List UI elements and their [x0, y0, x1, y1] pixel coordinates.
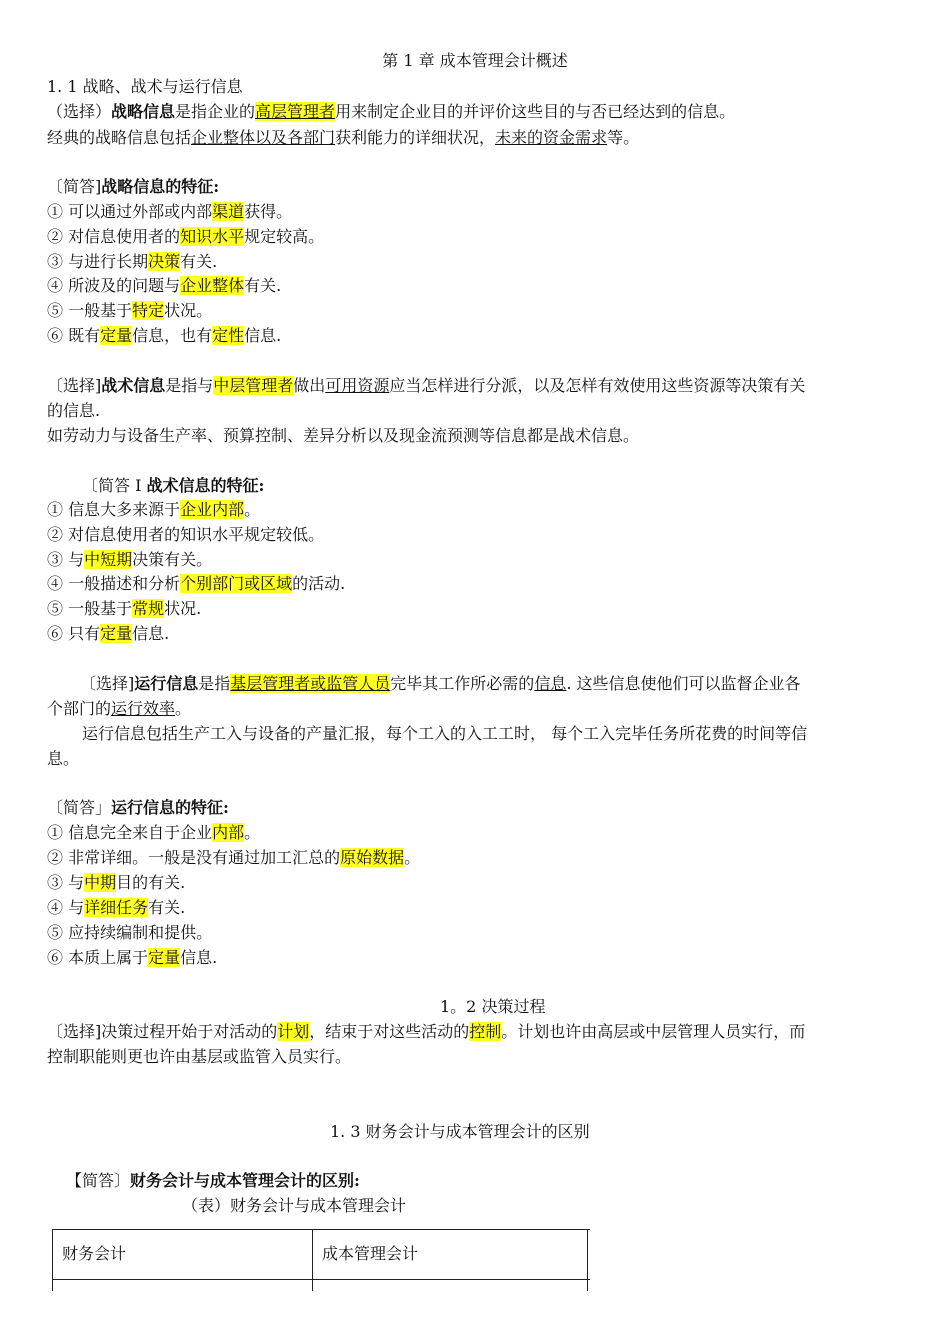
section-heading-1-3: 1. 3 财务会计与成本管理会计的区别: [330, 1122, 590, 1141]
list-item: ⑤ 一般基于常规状况.: [47, 599, 202, 618]
table-top-border: [52, 1229, 590, 1230]
table-left-border: [52, 1229, 53, 1291]
decision-process-text-cont: 控制职能则更也许由基层或监管入员实行。: [47, 1047, 352, 1066]
section-heading-1-1: 1. 1 战略、战术与运行信息: [47, 77, 243, 96]
list-item: ④ 与详细任务有关.: [47, 898, 186, 917]
tactical-info-example: 如劳动力与设备生产率、预算控制、差异分析以及现金流预测等信息都是战术信息。: [47, 426, 640, 445]
operational-info-definition-cont: 个部门的运行效率。: [47, 699, 192, 718]
list-item: ④ 一般描述和分析个别部门或区域的活动.: [47, 574, 346, 593]
operational-features-heading: 〔简答」运行信息的特征:: [47, 798, 229, 817]
strategic-info-definition: （选择）战略信息是指企业的高层管理者用来制定企业目的并评价这些目的与否已经达到的信息。: [47, 102, 736, 121]
section-heading-1-2: 1。2 决策过程: [440, 997, 546, 1016]
list-item: ① 信息完全来自于企业内部。: [47, 823, 261, 842]
list-item: ② 非常详细。一般是没有通过加工汇总的原始数据。: [47, 848, 421, 867]
list-item: ⑥ 本质上属于定量信息.: [47, 948, 218, 967]
strategic-features-heading: 〔简答]战略信息的特征:: [47, 177, 220, 196]
operational-info-example: 运行信息包括生产工入与设备的产量汇报，每个工入的入工工时， 每个工入完毕任务所花费的时间等信: [82, 724, 808, 743]
list-item: ① 可以通过外部或内部渠道获得。: [47, 202, 293, 221]
tactical-info-definition-cont: 的信息.: [47, 401, 101, 420]
list-item: ③ 与进行长期决策有关.: [47, 252, 218, 271]
list-item: ④ 所波及的问题与企业整体有关.: [47, 276, 282, 295]
page-title: 第 1 章 成本管理会计概述: [382, 51, 568, 70]
tactical-features-heading: 〔简答 I 战术信息的特征:: [82, 476, 265, 495]
list-item: ⑤ 应持续编制和提供。: [47, 923, 213, 942]
list-item: ① 信息大多来源于企业内部。: [47, 500, 261, 519]
decision-process-text: 〔选择]决策过程开始于对活动的计划，结束于对这些活动的控制。计划也许由高层或中层管理人员实行，而: [47, 1022, 806, 1041]
table-header-financial: 财务会计: [62, 1244, 127, 1263]
comparison-table: [52, 1229, 590, 1291]
list-item: ⑤ 一般基于特定状况。: [47, 301, 213, 320]
table-caption: （表）财务会计与成本管理会计: [182, 1196, 407, 1215]
table-right-border: [587, 1229, 588, 1291]
operational-info-definition: 〔选择]运行信息是指基层管理者或监管人员完毕其工作所必需的信息. 这些信息使他们可以监督企业各: [80, 674, 801, 693]
list-item: ③ 与中短期决策有关。: [47, 550, 213, 569]
table-header-cost-management: 成本管理会计: [322, 1244, 419, 1263]
list-item: ② 对信息使用者的知识水平规定较高。: [47, 227, 325, 246]
list-item: ③ 与中期目的有关.: [47, 873, 186, 892]
difference-heading: 【简答〕财务会计与成本管理会计的区别:: [66, 1171, 360, 1190]
table-column-divider: [312, 1229, 313, 1291]
list-item: ⑥ 只有定量信息.: [47, 624, 170, 643]
strategic-info-example: 经典的战略信息包括企业整体以及各部门获利能力的详细状况，未来的资金需求等。: [47, 128, 640, 147]
tactical-info-definition: 〔选择]战术信息是指与中层管理者做出可用资源应当怎样进行分派，以及怎样有效使用这些资源等决策有关: [47, 376, 806, 395]
list-item: ② 对信息使用者的知识水平规定较低。: [47, 525, 325, 544]
list-item: ⑥ 既有定量信息，也有定性信息.: [47, 326, 282, 345]
table-row-border: [52, 1279, 590, 1280]
operational-info-example-cont: 息。: [47, 749, 80, 768]
